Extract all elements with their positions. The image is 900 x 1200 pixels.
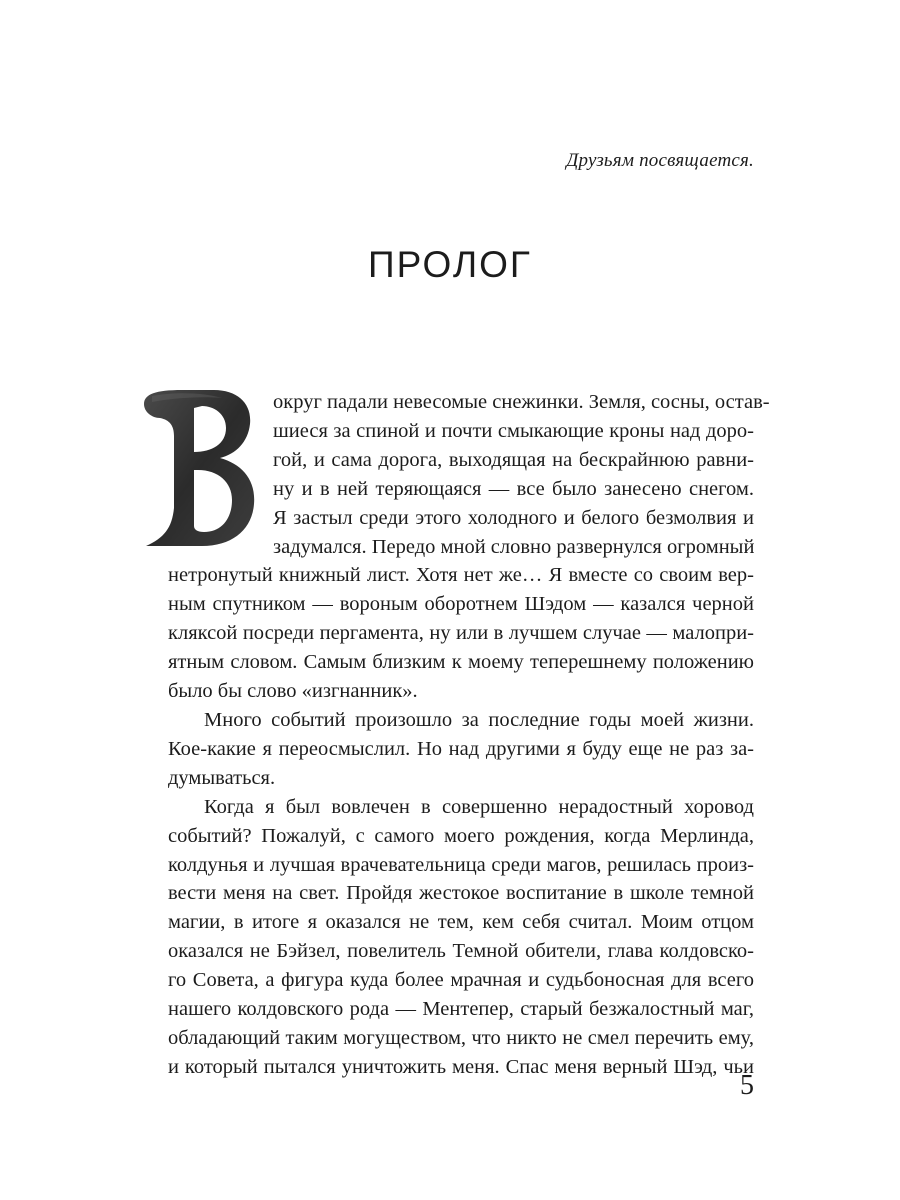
text-line: нетронутый книжный лист. Хотя нет же… Я вместе со своим вер- [168,564,754,587]
text-line: ятным словом. Самым близким к моему теперешнему положению [168,651,754,674]
text-line: нашего колдовского рода — Ментепер, старый безжалостный маг, [168,998,754,1021]
page-number: 5 [740,1070,754,1101]
text-line: задумался. Передо мной словно развернулся огромный [273,535,755,558]
text-line: ну и в ней теряющаяся — все было занесено снегом. [273,477,754,500]
text-line: гой, и сама дорога, выходящая на бескрайнюю равни- [273,448,754,471]
text-line: было бы слово «изгнанник». [168,680,418,703]
text-line: шиеся за спиной и почти смыкающие кроны над доро- [273,419,754,442]
chapter-title: ПРОЛОГ [368,244,532,285]
text-line: обладающий таким могуществом, что никто не смел перечить ему, [168,1026,754,1049]
text-line: событий? Пожалуй, с самого моего рождения, когда Мерлинда, [168,824,754,847]
text-line: кляксой посреди пергамента, ну или в лучшем случае — малопри- [168,622,754,645]
text-line: округ падали невесомые снежинки. Земля, сосны, остав- [273,391,770,413]
dedication: Друзьям посвящается. [566,150,754,171]
text-line: Много событий произошло за последние годы моей жизни. [204,708,754,731]
text-line: вести меня на свет. Пройдя жестокое воспитание в школе темной [168,882,754,905]
text-line: думываться. [168,766,276,789]
text-line: Когда я был вовлечен в совершенно нерадостный хоровод [204,795,754,818]
text-line: Кое-какие я переосмыслил. Но над другими я буду еще не раз за- [168,737,754,760]
text-line: Я застыл среди этого холодного и белого безмолвия и [273,506,754,529]
prologue-text [168,388,770,1082]
text-line: оказался не Бэйзел, повелитель Темной обители, глава колдовско- [168,940,754,963]
text-line: ным спутником — вороным оборотнем Шэдом — казался черной [168,593,754,616]
text-line: магии, в итоге я оказался не тем, кем себя считал. Моим отцом [168,911,754,934]
text-line: колдунья и лучшая врачевательница среди магов, решилась произ- [168,853,754,876]
text-line: и который пытался уничтожить меня. Спас меня верный Шэд, чьи [168,1055,754,1078]
text-line: го Совета, а фигура куда более мрачная и судьбоносная для всего [168,969,754,992]
